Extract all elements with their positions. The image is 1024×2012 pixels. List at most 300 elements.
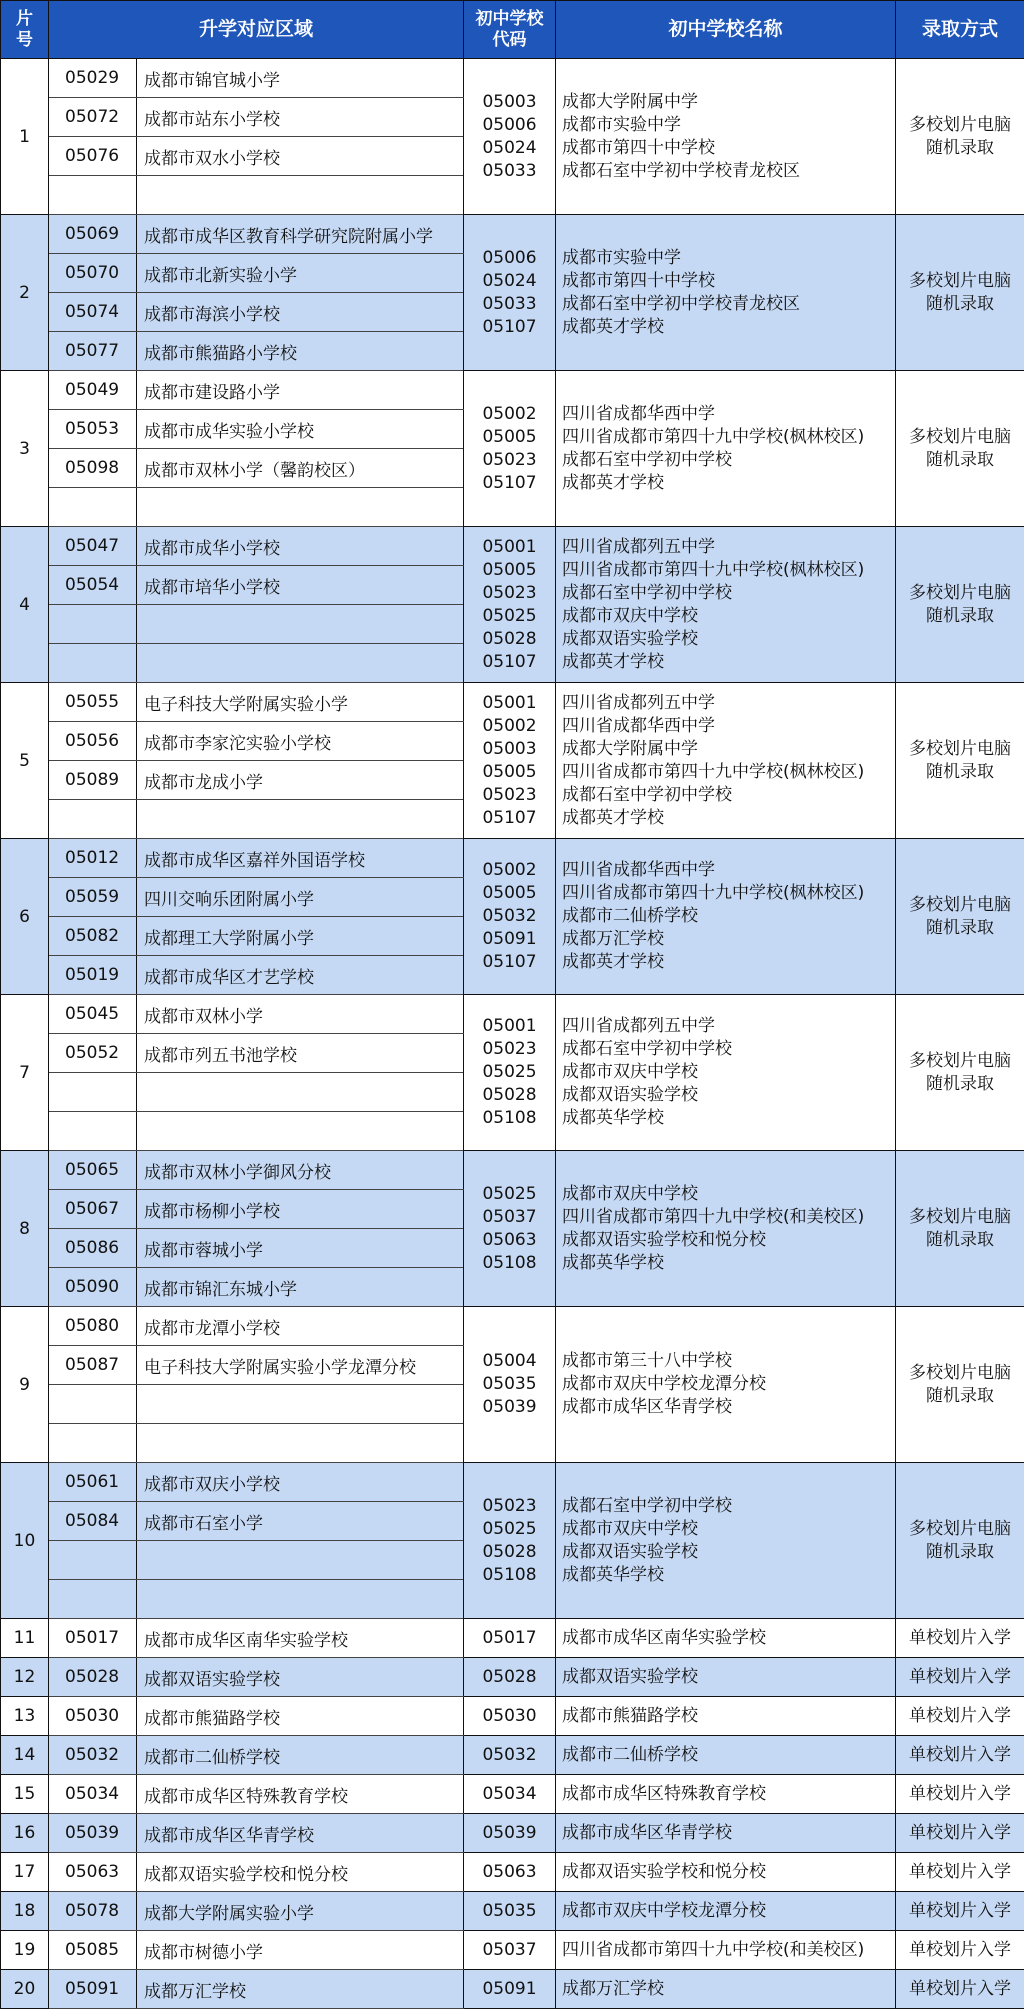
primary-school-name: 成都市龙成小学 (137, 761, 464, 800)
middle-school-name: 四川省成都华西中学 (562, 403, 716, 424)
middle-school-name: 成都双语实验学校 (562, 1085, 699, 1105)
middle-school-list (556, 683, 896, 839)
middle-code: 05107 (482, 651, 537, 672)
primary-school-name: 成都市龙潭小学校 (137, 1307, 464, 1346)
primary-code (49, 1385, 137, 1424)
primary-code: 05084 (49, 1502, 137, 1541)
middle-school-list (556, 1463, 896, 1619)
middle-school-name: 成都英华学校 (562, 1108, 665, 1128)
middle-school-name: 成都双语实验学校 (562, 628, 699, 649)
primary-school-name: 成都市培华小学校 (137, 566, 464, 605)
primary-code: 05052 (49, 1034, 137, 1073)
table-row (1, 683, 1024, 722)
primary-school-name (137, 605, 464, 644)
middle-school-name: 成都市实验中学 (562, 114, 682, 135)
middle-code: 05107 (482, 316, 537, 337)
middle-code: 05039 (464, 1814, 556, 1853)
table-row (1, 1658, 1024, 1697)
middle-school-name: 四川省成都列五中学 (562, 692, 716, 713)
middle-school-name: 成都石室中学初中学校 (562, 582, 733, 603)
primary-school-name: 成都市建设路小学 (137, 371, 464, 410)
admission-mode-line1: 多校划片电脑 (909, 1362, 1012, 1383)
table-row (1, 1736, 1024, 1775)
primary-school-name: 成都市锦官城小学 (137, 59, 464, 98)
table-row (1, 1853, 1024, 1892)
primary-code: 05086 (49, 1229, 137, 1268)
middle-code: 05034 (464, 1775, 556, 1814)
admission-mode: 单校划片入学 (896, 1619, 1024, 1658)
header-code-line1: 初中学校 (475, 8, 544, 29)
primary-school-name: 电子科技大学附属实验小学龙潭分校 (137, 1346, 464, 1385)
middle-code: 05035 (464, 1892, 556, 1931)
primary-school-name: 成都双语实验学校 (137, 1658, 464, 1697)
middle-code: 05023 (482, 1039, 537, 1059)
middle-code: 05107 (482, 807, 537, 828)
middle-school-name: 成都石室中学初中学校 (562, 449, 733, 470)
primary-code: 05039 (49, 1814, 137, 1853)
middle-code: 05108 (482, 1108, 537, 1128)
admission-mode: 单校划片入学 (896, 1814, 1024, 1853)
middle-code-list (464, 995, 556, 1151)
middle-school-name: 成都双语实验学校 (562, 1541, 699, 1562)
primary-code: 05030 (49, 1697, 137, 1736)
header-pian-line2: 号 (16, 29, 33, 50)
primary-code (49, 176, 137, 215)
admission-mode (896, 1307, 1024, 1463)
middle-school-name: 成都双语实验学校 (556, 1658, 896, 1697)
middle-code: 05023 (482, 449, 537, 470)
middle-code: 05025 (482, 1062, 537, 1082)
primary-code: 05059 (49, 878, 137, 917)
primary-code (49, 1580, 137, 1619)
middle-school-name: 成都市实验中学 (562, 247, 682, 268)
middle-code: 05108 (482, 1252, 537, 1273)
middle-school-name: 四川省成都市第四十九中学校(和美校区) (562, 1206, 865, 1227)
middle-school-name: 四川省成都列五中学 (562, 536, 716, 557)
middle-code: 05017 (464, 1619, 556, 1658)
primary-school-name: 成都大学附属实验小学 (137, 1892, 464, 1931)
primary-code: 05063 (49, 1853, 137, 1892)
table-header (1, 1, 1024, 59)
table-row (1, 59, 1024, 98)
table-row (1, 1775, 1024, 1814)
middle-school-name: 成都石室中学初中学校青龙校区 (562, 293, 801, 314)
header-code (464, 1, 556, 59)
middle-school-name: 四川省成都市第四十九中学校(枫林校区) (562, 426, 865, 447)
primary-school-name: 成都市双庆小学校 (137, 1463, 464, 1502)
middle-school-name: 成都英华学校 (562, 1564, 665, 1585)
middle-code: 05107 (482, 952, 537, 972)
primary-school-name (137, 488, 464, 527)
zone-number: 6 (1, 839, 49, 995)
middle-code: 05028 (482, 1541, 537, 1562)
primary-school-name (137, 1385, 464, 1424)
primary-code: 05085 (49, 1931, 137, 1970)
admission-mode-line1: 多校划片电脑 (909, 738, 1012, 759)
admission-mode (896, 59, 1024, 215)
middle-code-list (464, 1463, 556, 1619)
middle-school-list (556, 1151, 896, 1307)
middle-code-list (464, 215, 556, 371)
primary-code: 05045 (49, 995, 137, 1034)
admission-mode: 单校划片入学 (896, 1970, 1024, 2009)
zone-number: 18 (1, 1892, 49, 1931)
primary-school-name (137, 1580, 464, 1619)
middle-code: 05032 (482, 906, 537, 926)
middle-code: 05002 (482, 403, 537, 424)
primary-code: 05019 (49, 956, 137, 995)
admission-mode-line2: 随机录取 (926, 1073, 995, 1094)
admission-mode-line2: 随机录取 (926, 761, 995, 782)
primary-school-name: 成都市石室小学 (137, 1502, 464, 1541)
zone-number: 1 (1, 59, 49, 215)
admission-mode: 单校划片入学 (896, 1736, 1024, 1775)
header-pian-line1: 片 (16, 8, 33, 29)
primary-code: 05056 (49, 722, 137, 761)
middle-code: 05005 (482, 883, 537, 903)
primary-school-name: 成都市双水小学校 (137, 137, 464, 176)
primary-school-name: 成都市成华实验小学校 (137, 410, 464, 449)
primary-code: 05029 (49, 59, 137, 98)
middle-school-list (556, 371, 896, 527)
middle-code: 05023 (482, 1495, 537, 1516)
primary-code: 05076 (49, 137, 137, 176)
admission-mode-line2: 随机录取 (926, 917, 995, 938)
middle-school-name: 成都英才学校 (562, 952, 665, 972)
middle-code: 05037 (482, 1206, 537, 1227)
primary-code: 05098 (49, 449, 137, 488)
admission-mode-line1: 多校划片电脑 (909, 582, 1012, 603)
zone-number: 10 (1, 1463, 49, 1619)
primary-code: 05072 (49, 98, 137, 137)
admission-mode-line1: 多校划片电脑 (909, 1050, 1012, 1071)
table-row (1, 527, 1024, 566)
primary-school-name: 成都市成华小学校 (137, 527, 464, 566)
primary-code: 05080 (49, 1307, 137, 1346)
middle-school-name: 成都市双庆中学校龙潭分校 (556, 1892, 896, 1931)
middle-code: 05005 (482, 426, 537, 447)
admission-mode (896, 215, 1024, 371)
middle-code-list (464, 59, 556, 215)
middle-code: 05024 (482, 270, 537, 291)
primary-code: 05091 (49, 1970, 137, 2009)
admission-mode (896, 1151, 1024, 1307)
primary-code: 05012 (49, 839, 137, 878)
zone-number: 2 (1, 215, 49, 371)
admission-mode-line2: 随机录取 (926, 293, 995, 314)
primary-school-name: 成都市成华区教育科学研究院附属小学 (137, 215, 464, 254)
zone-number: 20 (1, 1970, 49, 2009)
primary-school-name: 成都市熊猫路小学校 (137, 332, 464, 371)
middle-code: 05001 (482, 692, 537, 713)
middle-code-list (464, 371, 556, 527)
middle-code-list (464, 527, 556, 683)
primary-school-name (137, 1541, 464, 1580)
zone-number: 11 (1, 1619, 49, 1658)
middle-school-name: 成都市第四十中学校 (562, 270, 716, 291)
table-row (1, 1463, 1024, 1502)
table-row (1, 371, 1024, 410)
header-code-line2: 代码 (492, 29, 527, 50)
table-row (1, 1931, 1024, 1970)
middle-school-name: 四川省成都华西中学 (562, 715, 716, 736)
table-row (1, 1970, 1024, 2009)
middle-school-name: 成都大学附属中学 (562, 91, 699, 112)
admission-mode: 单校划片入学 (896, 1853, 1024, 1892)
middle-school-name: 四川省成都市第四十九中学校(枫林校区) (562, 559, 865, 580)
primary-school-name: 成都市成华区华青学校 (137, 1814, 464, 1853)
primary-code: 05074 (49, 293, 137, 332)
admission-mode (896, 371, 1024, 527)
middle-code: 05028 (482, 628, 537, 649)
middle-school-name: 成都石室中学初中学校 (562, 784, 733, 805)
primary-code: 05055 (49, 683, 137, 722)
middle-school-name: 成都市双庆中学校 (562, 605, 699, 626)
primary-code (49, 644, 137, 683)
primary-school-name: 成都双语实验学校和悦分校 (137, 1853, 464, 1892)
admission-mode-line2: 随机录取 (926, 449, 995, 470)
middle-code-list (464, 839, 556, 995)
middle-code: 05001 (482, 536, 537, 557)
middle-school-name: 成都英才学校 (562, 807, 665, 828)
primary-school-name: 成都理工大学附属小学 (137, 917, 464, 956)
primary-code (49, 605, 137, 644)
primary-code (49, 800, 137, 839)
table-row (1, 1307, 1024, 1346)
middle-code: 05063 (464, 1853, 556, 1892)
primary-school-name: 成都市海滨小学校 (137, 293, 464, 332)
primary-code: 05077 (49, 332, 137, 371)
primary-code: 05067 (49, 1190, 137, 1229)
admission-mode: 单校划片入学 (896, 1775, 1024, 1814)
middle-school-list (556, 59, 896, 215)
primary-school-name (137, 1424, 464, 1463)
middle-school-name: 四川省成都列五中学 (562, 1016, 716, 1036)
middle-school-name: 成都大学附属中学 (562, 738, 699, 759)
primary-school-name: 四川交响乐团附属小学 (137, 878, 464, 917)
primary-school-name: 成都市树德小学 (137, 1931, 464, 1970)
primary-school-name (137, 176, 464, 215)
middle-code: 05006 (482, 114, 537, 135)
middle-school-name: 成都市熊猫路学校 (556, 1697, 896, 1736)
middle-school-name: 成都万汇学校 (556, 1970, 896, 2009)
middle-school-name: 成都石室中学初中学校 (562, 1495, 733, 1516)
primary-school-name: 成都市熊猫路学校 (137, 1697, 464, 1736)
primary-code (49, 488, 137, 527)
zone-number: 13 (1, 1697, 49, 1736)
middle-school-name: 四川省成都华西中学 (562, 860, 716, 880)
middle-school-name: 成都市第四十中学校 (562, 137, 716, 158)
primary-code: 05028 (49, 1658, 137, 1697)
primary-code: 05054 (49, 566, 137, 605)
primary-school-name (137, 1112, 464, 1151)
primary-code: 05069 (49, 215, 137, 254)
header-pian (1, 1, 49, 59)
primary-school-name: 成都市成华区南华实验学校 (137, 1619, 464, 1658)
primary-code: 05087 (49, 1346, 137, 1385)
middle-school-name: 成都万汇学校 (562, 929, 665, 949)
admission-mode (896, 1463, 1024, 1619)
middle-code: 05023 (482, 784, 537, 805)
middle-school-name: 成都英华学校 (562, 1252, 665, 1273)
middle-code: 05025 (482, 1183, 537, 1204)
admission-mode-line1: 多校划片电脑 (909, 894, 1012, 915)
middle-code: 05025 (482, 605, 537, 626)
zone-number: 7 (1, 995, 49, 1151)
primary-code: 05082 (49, 917, 137, 956)
middle-school-name: 成都市双庆中学校 (562, 1518, 699, 1539)
middle-school-name: 成都双语实验学校和悦分校 (562, 1229, 767, 1250)
primary-code: 05047 (49, 527, 137, 566)
middle-code: 05108 (482, 1564, 537, 1585)
middle-school-name: 成都市双庆中学校 (562, 1183, 699, 1204)
middle-school-name: 成都石室中学初中学校 (562, 1039, 733, 1059)
primary-school-name: 成都市双林小学御风分校 (137, 1151, 464, 1190)
zone-number: 4 (1, 527, 49, 683)
table-row (1, 839, 1024, 878)
table-row (1, 1619, 1024, 1658)
admission-mode-line1: 多校划片电脑 (909, 1518, 1012, 1539)
zone-number: 5 (1, 683, 49, 839)
middle-school-list (556, 1307, 896, 1463)
middle-code: 05003 (482, 91, 537, 112)
middle-school-name: 成都市成华区特殊教育学校 (556, 1775, 896, 1814)
header-area: 升学对应区域 (49, 1, 464, 59)
primary-school-name: 成都市北新实验小学 (137, 254, 464, 293)
header-name: 初中学校名称 (556, 1, 896, 59)
zone-number: 3 (1, 371, 49, 527)
middle-school-name: 成都市双庆中学校 (562, 1062, 699, 1082)
middle-school-list (556, 215, 896, 371)
zone-number: 12 (1, 1658, 49, 1697)
admission-mode: 单校划片入学 (896, 1931, 1024, 1970)
middle-code: 05002 (482, 860, 537, 880)
table-row (1, 1151, 1024, 1190)
middle-code: 05032 (464, 1736, 556, 1775)
admission-mode-line2: 随机录取 (926, 1385, 995, 1406)
primary-code: 05078 (49, 1892, 137, 1931)
middle-school-name: 四川省成都市第四十九中学校(枫林校区) (562, 883, 865, 903)
primary-code: 05089 (49, 761, 137, 800)
middle-code: 05023 (482, 582, 537, 603)
middle-code: 05063 (482, 1229, 537, 1250)
admission-mode-line2: 随机录取 (926, 1541, 995, 1562)
zone-number: 9 (1, 1307, 49, 1463)
middle-code: 05039 (482, 1397, 537, 1417)
admission-mode: 单校划片入学 (896, 1892, 1024, 1931)
primary-code: 05070 (49, 254, 137, 293)
primary-school-name: 成都市蓉城小学 (137, 1229, 464, 1268)
table-row (1, 1892, 1024, 1931)
middle-school-name: 成都双语实验学校和悦分校 (556, 1853, 896, 1892)
primary-code: 05032 (49, 1736, 137, 1775)
admission-mode-line1: 多校划片电脑 (909, 426, 1012, 447)
primary-school-name: 成都市成华区特殊教育学校 (137, 1775, 464, 1814)
middle-code: 05002 (482, 715, 537, 736)
middle-code: 05003 (482, 738, 537, 759)
middle-code: 05030 (464, 1697, 556, 1736)
middle-school-list (556, 839, 896, 995)
middle-code: 05005 (482, 559, 537, 580)
middle-code-list (464, 683, 556, 839)
middle-school-name: 成都石室中学初中学校青龙校区 (562, 160, 801, 181)
primary-school-name: 成都市锦汇东城小学 (137, 1268, 464, 1307)
middle-code: 05025 (482, 1518, 537, 1539)
middle-school-name: 成都英才学校 (562, 651, 665, 672)
table-row (1, 995, 1024, 1034)
admission-mode-line2: 随机录取 (926, 605, 995, 626)
admission-mode (896, 839, 1024, 995)
primary-school-name: 成都市双林小学（馨韵校区） (137, 449, 464, 488)
primary-school-name: 成都市杨柳小学校 (137, 1190, 464, 1229)
primary-code (49, 1073, 137, 1112)
middle-code: 05035 (482, 1374, 537, 1394)
primary-code: 05034 (49, 1775, 137, 1814)
middle-code: 05091 (464, 1970, 556, 2009)
middle-school-name: 成都英才学校 (562, 316, 665, 337)
middle-code: 05033 (482, 293, 537, 314)
zone-number: 19 (1, 1931, 49, 1970)
primary-school-name: 成都万汇学校 (137, 1970, 464, 2009)
primary-code (49, 1541, 137, 1580)
zone-number: 17 (1, 1853, 49, 1892)
primary-school-name: 成都市列五书池学校 (137, 1034, 464, 1073)
admission-mode-line2: 随机录取 (926, 137, 995, 158)
middle-school-name: 四川省成都市第四十九中学校(和美校区) (556, 1931, 896, 1970)
admission-mode-line1: 多校划片电脑 (909, 270, 1012, 291)
primary-school-name (137, 644, 464, 683)
middle-code: 05028 (464, 1658, 556, 1697)
middle-school-name: 成都英才学校 (562, 472, 665, 493)
middle-school-name: 成都市二仙桥学校 (556, 1736, 896, 1775)
middle-code: 05028 (482, 1085, 537, 1105)
admission-mode: 单校划片入学 (896, 1658, 1024, 1697)
primary-school-name (137, 1073, 464, 1112)
middle-code: 05037 (464, 1931, 556, 1970)
middle-code: 05107 (482, 472, 537, 493)
middle-school-name: 成都市成华区华青学校 (562, 1397, 733, 1417)
middle-school-name: 成都市成华区南华实验学校 (556, 1619, 896, 1658)
primary-school-name: 电子科技大学附属实验小学 (137, 683, 464, 722)
middle-code-list (464, 1307, 556, 1463)
primary-school-name: 成都市李家沱实验小学校 (137, 722, 464, 761)
primary-school-name: 成都市成华区才艺学校 (137, 956, 464, 995)
admission-mode (896, 683, 1024, 839)
primary-code: 05017 (49, 1619, 137, 1658)
table-row (1, 215, 1024, 254)
primary-code: 05065 (49, 1151, 137, 1190)
middle-code-list (464, 1151, 556, 1307)
primary-school-name: 成都市双林小学 (137, 995, 464, 1034)
middle-code: 05001 (482, 1016, 537, 1036)
primary-school-name: 成都市站东小学校 (137, 98, 464, 137)
middle-code: 05004 (482, 1351, 537, 1371)
middle-code: 05024 (482, 137, 537, 158)
middle-school-name: 成都市二仙桥学校 (562, 906, 699, 926)
middle-school-name: 成都市成华区华青学校 (556, 1814, 896, 1853)
primary-code: 05090 (49, 1268, 137, 1307)
primary-code: 05053 (49, 410, 137, 449)
middle-school-name: 成都市第三十八中学校 (562, 1351, 733, 1371)
admission-mode-line1: 多校划片电脑 (909, 1206, 1012, 1227)
middle-school-name: 四川省成都市第四十九中学校(枫林校区) (562, 761, 865, 782)
primary-code: 05061 (49, 1463, 137, 1502)
table-row (1, 1814, 1024, 1853)
zone-number: 8 (1, 1151, 49, 1307)
admission-mode-line2: 随机录取 (926, 1229, 995, 1250)
header-mode: 录取方式 (896, 1, 1024, 59)
primary-school-name: 成都市二仙桥学校 (137, 1736, 464, 1775)
